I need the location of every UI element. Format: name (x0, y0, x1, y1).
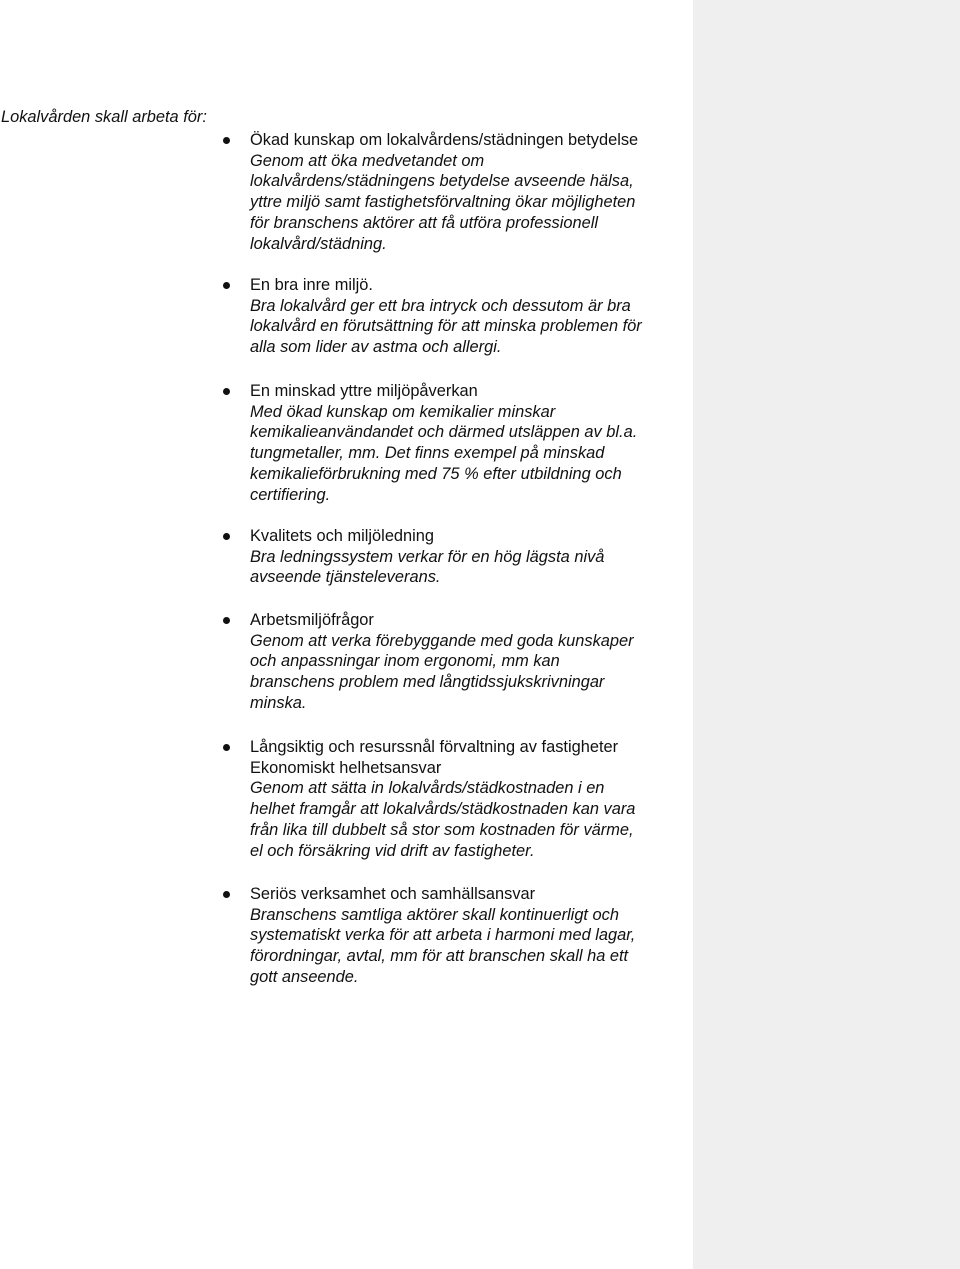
list-item (250, 884, 690, 988)
item-body-line: Bra ledningssystem verkar för en hög lägsta nivå (250, 547, 605, 566)
item-body-line: och anpassningar inom ergonomi, mm kan (250, 652, 560, 671)
item-heading: Långsiktig och resurssnål förvaltning av fastigheter (250, 738, 619, 756)
item-body-line: minska. (250, 693, 307, 712)
item-body-line: avseende tjänsteleverans. (250, 568, 441, 587)
item-body-line: Bra lokalvård ger ett bra intryck och dessutom är bra (250, 296, 631, 315)
list-item (250, 381, 690, 505)
item-body-line: lokalvård en förutsättning för att minska problemen för (250, 317, 642, 336)
item-body-line: lokalvård/städning. (250, 234, 387, 253)
intro-heading: Lokalvården skall arbeta för: (1, 108, 207, 126)
list-item (250, 737, 690, 861)
item-body-line: branschens problem med långtidssjukskrivningar (250, 673, 605, 692)
bullet-icon (223, 533, 230, 540)
item-body-line: lokalvårdens/städningens betydelse avseende hälsa, (250, 172, 634, 191)
item-body-line: förordningar, avtal, mm för att branschen skall ha ett (250, 947, 629, 966)
item-body-line: alla som lider av astma och allergi. (250, 338, 502, 357)
item-heading: En bra inre miljö. (250, 276, 373, 294)
comment-margin-pane (693, 0, 960, 1269)
item-heading: Ökad kunskap om lokalvårdens/städningen betydelse (250, 131, 639, 149)
item-heading: En minskad yttre miljöpåverkan (250, 382, 478, 400)
item-body-line: Genom att öka medvetandet om (250, 151, 485, 170)
item-body-line: kemikalieförbrukning med 75 % efter utbildning och (250, 464, 622, 483)
item-body-line: Branschens samtliga aktörer skall kontinuerligt och (250, 905, 619, 924)
item-body-line: yttre miljö samt fastighetsförvaltning ökar möjligheten (250, 193, 636, 212)
item-body-line: Genom att sätta in lokalvårds/städkostnaden i en (250, 779, 605, 798)
item-body-line: Genom att verka förebyggande med goda kunskaper (250, 631, 634, 650)
item-heading: Kvalitets och miljöledning (250, 527, 435, 545)
item-heading: Seriös verksamhet och samhällsansvar (250, 885, 536, 903)
item-body-line: Med ökad kunskap om kemikalier minskar (250, 402, 556, 421)
item-body-line: systematiskt verka för att arbeta i harmoni med lagar, (250, 926, 636, 945)
bullet-icon (223, 617, 230, 624)
item-body-line: helhet framgår att lokalvårds/städkostnaden kan vara (250, 800, 636, 819)
item-body-line: kemikalieanvändandet och därmed utsläppen av bl.a. (250, 423, 638, 442)
list-item (250, 526, 690, 588)
bullet-icon (223, 891, 230, 898)
list-item (250, 275, 690, 358)
item-body-line: certifiering. (250, 485, 331, 504)
item-body-line: från lika till dubbelt så stor som kostnaden för värme, (250, 820, 634, 839)
list-item (250, 610, 690, 714)
item-body-line: el och försäkring vid drift av fastigheter. (250, 841, 535, 860)
bullet-icon (223, 282, 230, 289)
bullet-icon (223, 137, 230, 144)
item-body-line: gott anseende. (250, 967, 359, 986)
list-item (250, 130, 690, 254)
item-body-line: tungmetaller, mm. Det finns exempel på minskad (250, 444, 605, 463)
item-heading: Ekonomiskt helhetsansvar (250, 758, 442, 777)
item-body-line: för branschens aktörer att få utföra professionell (250, 213, 599, 232)
bullet-icon (223, 744, 230, 751)
item-heading: Arbetsmiljöfrågor (250, 611, 374, 629)
bullet-icon (223, 388, 230, 395)
